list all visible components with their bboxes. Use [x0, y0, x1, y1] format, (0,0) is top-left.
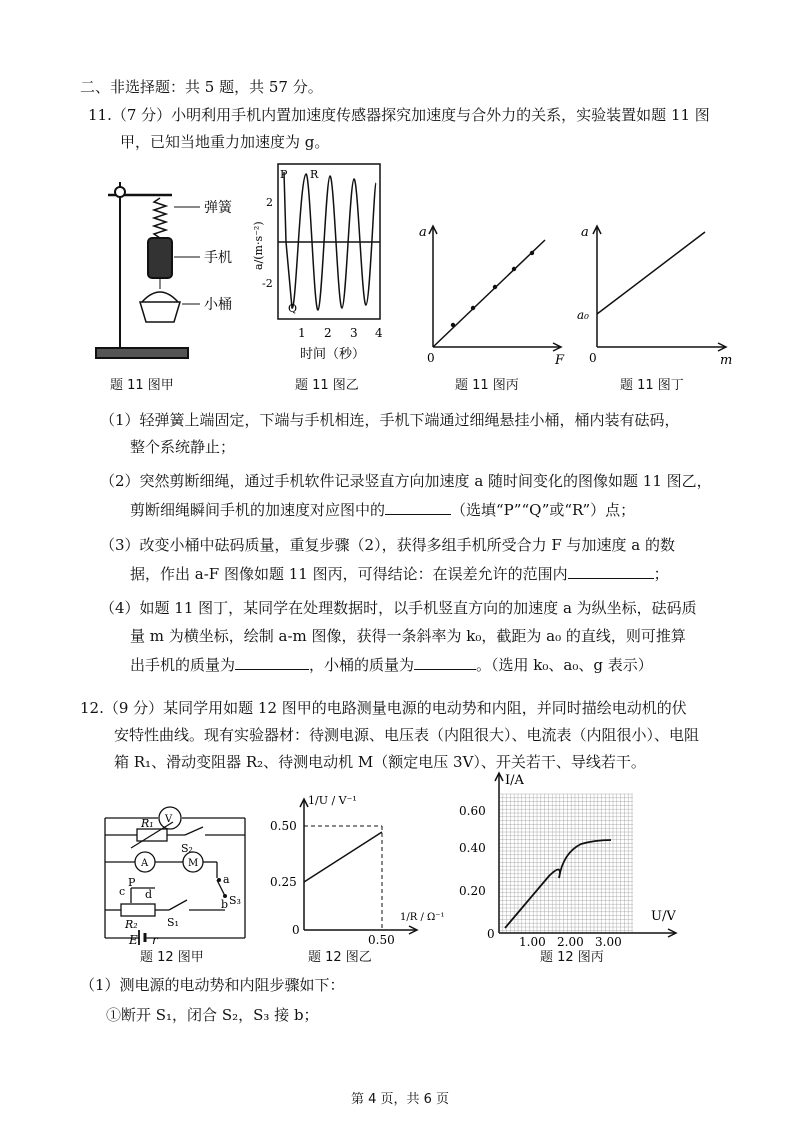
label-r2: R₂: [125, 918, 138, 931]
text: ；: [653, 565, 669, 583]
ylabel: a: [419, 225, 427, 240]
spring: [154, 198, 166, 238]
ylabel: 1/U / V⁻¹: [308, 794, 357, 807]
clamp: [115, 187, 125, 197]
q11-step4-a: （4）如题 11 图丁，某同学在处理数据时，以手机竖直方向的加速度 a 为纵坐标，砝码质: [100, 599, 697, 617]
data-point: [512, 267, 516, 271]
label-m: M: [188, 858, 199, 869]
q12-fig-bing-caption: 题 12 图丙: [540, 950, 604, 965]
text: 剪断细绳瞬间手机的加速度对应图中的: [130, 501, 386, 519]
q12-fig-bing: [455, 768, 685, 948]
data-point: [471, 306, 475, 310]
origin: 0: [427, 351, 435, 365]
answer-blank-bucket-mass[interactable]: [414, 655, 476, 670]
label-bucket: 小桶: [204, 297, 232, 313]
oscillation-curve: [284, 172, 376, 310]
xlabel: F: [555, 353, 565, 368]
label-phone: 手机: [204, 250, 232, 266]
q12-sub1: （1）测电源的电动势和内阻步骤如下：: [80, 976, 345, 994]
label-c: c: [119, 885, 126, 898]
answer-blank-conclusion[interactable]: [568, 564, 654, 579]
label-a-meter: A: [141, 858, 149, 869]
text: 据，作出 a-F 图像如题 11 图丙，可得结论：在误差允许的范围内: [130, 565, 568, 583]
xtick-4: 4: [375, 326, 383, 340]
data-point: [530, 251, 534, 255]
switch-s2: [185, 827, 203, 835]
origin: 0: [589, 351, 597, 365]
q11-step1-a: （1）轻弹簧上端固定，下端与手机相连，手机下端通过细绳悬挂小桶，桶内装有砝码，: [100, 411, 680, 429]
q12-stem-line1: 12.（9 分）某同学用如题 12 图甲的电路测量电源的电动势和内阻，并同时描绘电动机的伏: [80, 699, 687, 717]
switch-s1: [169, 900, 187, 910]
fit-line: [433, 240, 545, 347]
fit-line: [304, 832, 382, 882]
stand-base: [96, 348, 188, 358]
label-d: d: [145, 888, 153, 901]
q12-stem-line3: 箱 R₁、滑动变阻器 R₂、待测电动机 M（额定电压 3V）、开关若干、导线若干。: [114, 753, 646, 771]
data-point: [493, 285, 497, 289]
phone: [148, 238, 172, 278]
ylabel: a: [581, 225, 589, 240]
q11-step2-a: （2）突然剪断细绳，通过手机软件记录竖直方向加速度 a 随时间变化的图像如题 11 图乙，: [100, 472, 712, 490]
page-number: 第 4 页，共 6 页: [350, 1092, 450, 1107]
ytick-025: 0.25: [270, 875, 297, 889]
xlabel: m: [720, 353, 733, 368]
q11-fig-jia-caption: 题 11 图甲: [110, 378, 174, 393]
q11-fig-ding: [575, 222, 735, 367]
bucket-handle: [142, 292, 178, 302]
resistor-r2: [121, 904, 155, 916]
xlabel: U/V: [651, 909, 676, 924]
label-v: V: [165, 814, 173, 825]
label-spring: 弹簧: [204, 200, 232, 216]
q12-fig-jia: [95, 800, 260, 945]
q11-fig-ding-caption: 题 11 图丁: [620, 378, 684, 393]
q11-stem-line1: 11.（7 分）小明利用手机内置加速度传感器探究加速度与合外力的关系，实验装置如题 11 图: [88, 106, 710, 124]
fit-line: [597, 232, 705, 314]
xtick-2: 2: [324, 326, 332, 340]
label-p: P: [128, 876, 136, 889]
text: 。（选用 k₀、a₀、g 表示）: [476, 656, 653, 674]
q11-fig-jia: [90, 162, 270, 367]
q12-fig-jia-caption: 题 12 图甲: [140, 950, 204, 965]
origin: 0: [487, 927, 495, 941]
bucket: [140, 302, 180, 322]
q11-fig-bing: [415, 222, 575, 367]
ylabel: I/A: [505, 773, 524, 788]
label-a: a: [223, 873, 230, 886]
answer-blank-pqr[interactable]: [385, 500, 451, 515]
q12-stem-line2: 安特性曲线。现有实验器材：待测电源、电压表（内阻很大）、电流表（内阻很小）、电阻: [114, 726, 700, 744]
label-r1: R₁: [141, 817, 154, 830]
text: （选填“P”“Q”或“R”）点；: [451, 501, 636, 519]
xlabel: 1/R / Ω⁻¹: [400, 912, 445, 923]
label-s3: S₃: [229, 894, 241, 907]
xtick-050: 0.50: [368, 933, 395, 947]
ytick-neg: -2: [262, 277, 273, 290]
ytick-040: 0.40: [459, 841, 486, 855]
xlabel: 时间（秒）: [300, 347, 366, 362]
ytick-060: 0.60: [459, 804, 486, 818]
label-s2: S₂: [181, 842, 193, 855]
point-r: R: [310, 168, 319, 181]
q11-fig-yi-caption: 题 11 图乙: [295, 378, 359, 393]
label-s1: S₁: [167, 916, 179, 929]
xtick-300: 3.00: [595, 935, 622, 949]
section-title: 二、非选择题：共 5 题，共 57 分。: [80, 78, 323, 96]
data-point: [451, 323, 455, 327]
text: 出手机的质量为: [130, 656, 236, 674]
q11-step3-b: [130, 564, 669, 584]
point-p: P: [280, 168, 288, 181]
q11-stem-line2: 甲，已知当地重力加速度为 g。: [120, 133, 330, 151]
ytick-020: 0.20: [459, 884, 486, 898]
iu-curve: [505, 840, 611, 928]
xtick-1: 1: [298, 326, 306, 340]
label-e: E: [129, 933, 138, 947]
ytick-0: 0: [292, 923, 300, 937]
q11-step2-b: [130, 500, 635, 520]
answer-blank-phone-mass[interactable]: [235, 655, 309, 670]
xtick-100: 1.00: [519, 935, 546, 949]
q12-sub1-step1: ①断开 S₁，闭合 S₂，S₃ 接 b；: [106, 1006, 319, 1024]
label-r: r: [152, 933, 158, 947]
q11-step3-a: （3）改变小桶中砝码质量，重复步骤（2），获得多组手机所受合力 F 与加速度 a 的数: [100, 536, 676, 554]
q12-fig-yi-caption: 题 12 图乙: [308, 950, 372, 965]
q12-fig-yi: [268, 790, 445, 947]
ylabel: a/(m·s⁻²): [252, 221, 265, 270]
intercept: a₀: [577, 308, 589, 322]
label-b: b: [221, 898, 229, 911]
q11-fig-yi: [248, 162, 398, 362]
xtick-200: 2.00: [557, 935, 584, 949]
ytick-050: 0.50: [270, 819, 297, 833]
q11-step4-b: 量 m 为横坐标，绘制 a-m 图像，获得一条斜率为 k₀，截距为 a₀ 的直线，则可推算: [130, 627, 686, 645]
xtick-3: 3: [350, 326, 358, 340]
q11-step1-b: 整个系统静止；: [130, 438, 236, 456]
ytick-pos: 2: [266, 196, 273, 209]
point-q: Q: [288, 302, 298, 315]
q11-step4-c: [130, 655, 653, 675]
text: ，小桶的质量为: [309, 656, 415, 674]
q11-fig-bing-caption: 题 11 图丙: [455, 378, 519, 393]
